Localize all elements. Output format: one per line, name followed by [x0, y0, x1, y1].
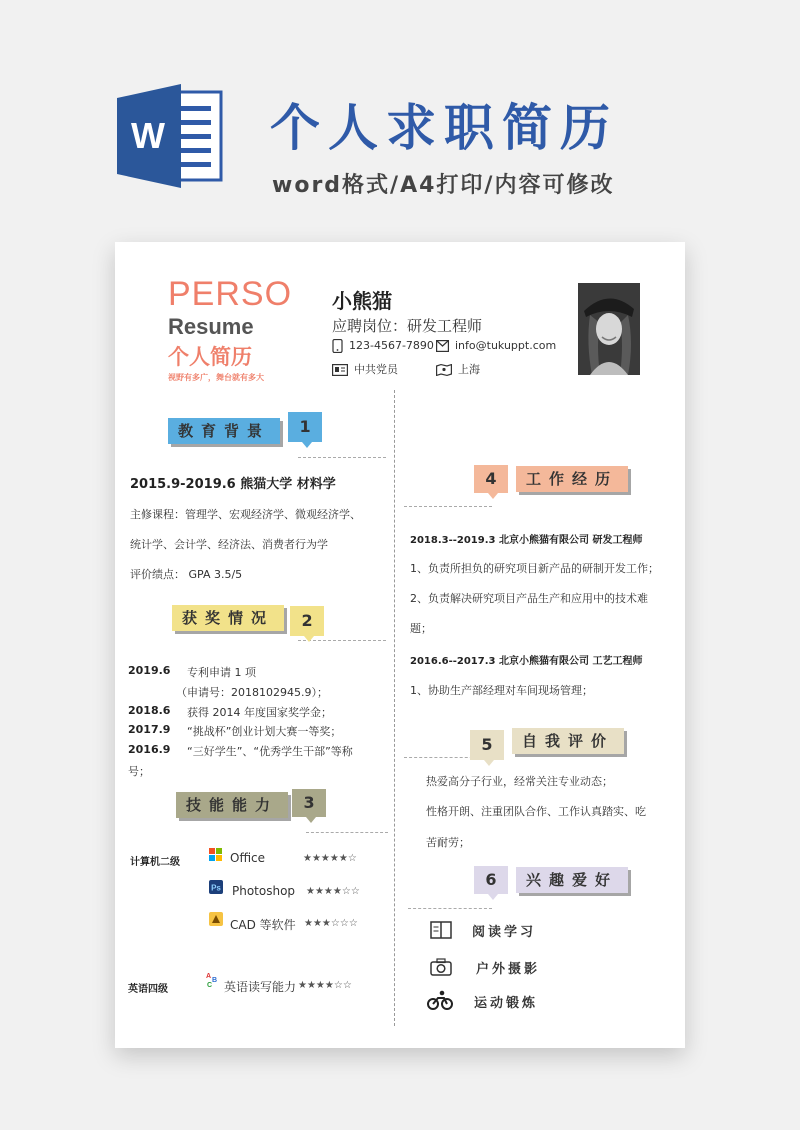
section-hobby-header — [474, 866, 628, 894]
education-courses-2: 统计学、会计学、经济法、消费者行为学 — [130, 538, 328, 551]
candidate-name: 小熊猫 — [332, 289, 392, 313]
hobby-sports: 运动锻炼 — [474, 996, 539, 1011]
skill-english-rating: ★★★★☆☆ — [298, 980, 352, 991]
skill-english-name: 英语读写能力 — [224, 980, 297, 994]
section-work-header — [474, 465, 628, 493]
skill-cad-name: CAD 等软件 — [230, 918, 296, 932]
award-year: 2017.9 — [128, 723, 171, 736]
section-education-header — [168, 418, 322, 444]
computer-level: 计算机二级 — [130, 857, 180, 868]
perso-heading: PERSO — [168, 275, 293, 313]
id-card-icon — [332, 364, 348, 376]
camera-icon — [430, 958, 452, 976]
motto: 视野有多广，舞台就有多大 — [168, 373, 264, 382]
education-headline: 2015.9-2019.6 熊猫大学 材料学 — [130, 477, 336, 492]
work-job1-line1: 1、负责所担负的研究项目新产品的研制开发工作； — [410, 562, 659, 575]
column-divider — [394, 390, 395, 1026]
award-text: “挑战杯”创业计划大赛一等奖； — [187, 725, 342, 738]
profile-photo — [578, 283, 640, 375]
cad-icon — [209, 912, 223, 926]
skill-office-name: Office — [230, 851, 266, 865]
section-award-header — [172, 600, 324, 636]
portrait-image — [578, 283, 640, 375]
applied-position: 应聘岗位：研发工程师 — [332, 317, 483, 335]
party-info — [332, 361, 398, 377]
cn-resume-heading: 个人简历 — [168, 345, 252, 369]
book-icon — [430, 921, 452, 939]
skill-cad-rating: ★★★☆☆☆ — [304, 918, 358, 929]
phone-icon — [332, 339, 343, 353]
section-work-label: 工作经历 — [516, 466, 628, 492]
party-text: 中共党员 — [354, 363, 398, 376]
work-job2-head: 2016.6--2017.3 北京小熊猫有限公司 工艺工程师 — [410, 656, 643, 667]
location-info — [436, 361, 480, 377]
email-text: info@tukuppt.com — [455, 339, 557, 352]
email-info — [436, 339, 556, 352]
abc-icon — [205, 970, 221, 988]
phone-info — [332, 339, 434, 353]
office-icon — [209, 848, 223, 862]
award-text: （申请号：2018102945.9）； — [176, 686, 328, 699]
page-subtitle: word格式/A4打印/内容可修改 — [272, 173, 615, 198]
page-title: 个人求职简历 — [270, 99, 618, 157]
work-job1-line2: 2、负责解决研究项目产品生产和应用中的技术难 — [410, 592, 648, 605]
skill-office-rating: ★★★★★☆ — [303, 853, 357, 864]
award-text: 专利申请 1 项 — [187, 666, 256, 679]
divider-hobby — [408, 908, 492, 909]
skill-photoshop-name: Photoshop — [232, 884, 296, 898]
map-icon — [436, 364, 452, 376]
work-job2-line1: 1、协助生产部经理对车间现场管理； — [410, 684, 593, 697]
location-text: 上海 — [458, 363, 480, 376]
hobby-reading: 阅读学习 — [472, 925, 537, 940]
divider-edu — [298, 457, 386, 458]
english-level: 英语四级 — [128, 984, 168, 995]
award-text: “三好学生”、“优秀学生干部”等称 — [187, 745, 353, 758]
divider-skill — [306, 832, 388, 833]
svg-text:C: C — [207, 982, 213, 988]
section-award-label: 获奖情况 — [172, 605, 284, 631]
photoshop-icon — [209, 880, 223, 894]
section-self-number: 5 — [470, 730, 504, 760]
self-eval-line1: 热爱高分子行业，经常关注专业动态； — [426, 775, 613, 788]
work-job1-head: 2018.3--2019.3 北京小熊猫有限公司 研发工程师 — [410, 535, 643, 546]
section-hobby-label: 兴趣爱好 — [516, 867, 628, 893]
section-education-number: 1 — [288, 412, 322, 442]
svg-text:A: A — [206, 973, 212, 980]
section-skill-label: 技能能力 — [176, 792, 288, 818]
email-icon — [436, 340, 449, 352]
hobby-photography: 户外摄影 — [476, 962, 541, 977]
section-self-label: 自我评价 — [512, 728, 624, 754]
award-year: 2016.9 — [128, 743, 171, 756]
work-job1-line3: 题； — [410, 622, 432, 635]
svg-text:Ps: Ps — [211, 883, 221, 893]
section-skill-number: 3 — [292, 789, 326, 817]
phone-text: 123-4567-7890 — [349, 339, 434, 352]
svg-text:W: W — [131, 115, 165, 156]
education-gpa: 评价绩点： GPA 3.5/5 — [130, 568, 243, 581]
divider-work — [404, 506, 492, 507]
word-icon — [117, 84, 225, 188]
education-courses-1: 主修课程：管理学、宏观经济学、微观经济学、 — [130, 508, 361, 521]
svg-text:B: B — [212, 977, 218, 984]
self-eval-line2: 性格开朗、注重团队合作、工作认真踏实、吃 — [426, 805, 646, 818]
award-text: 获得 2014 年度国家奖学金； — [187, 706, 332, 719]
resume-heading: Resume — [168, 314, 254, 339]
bicycle-icon — [427, 990, 453, 1010]
self-eval-line3: 苦耐劳； — [426, 836, 470, 849]
section-skill-header — [176, 792, 326, 818]
skill-photoshop-rating: ★★★★☆☆ — [306, 886, 360, 897]
section-hobby-number: 6 — [474, 866, 508, 894]
award-year: 2019.6 — [128, 664, 171, 677]
section-award-number: 2 — [290, 606, 324, 636]
award-text: 号； — [128, 765, 150, 778]
award-year: 2018.6 — [128, 704, 171, 717]
section-work-number: 4 — [474, 465, 508, 493]
section-education-label: 教育背景 — [168, 418, 280, 444]
section-self-header — [470, 722, 624, 760]
